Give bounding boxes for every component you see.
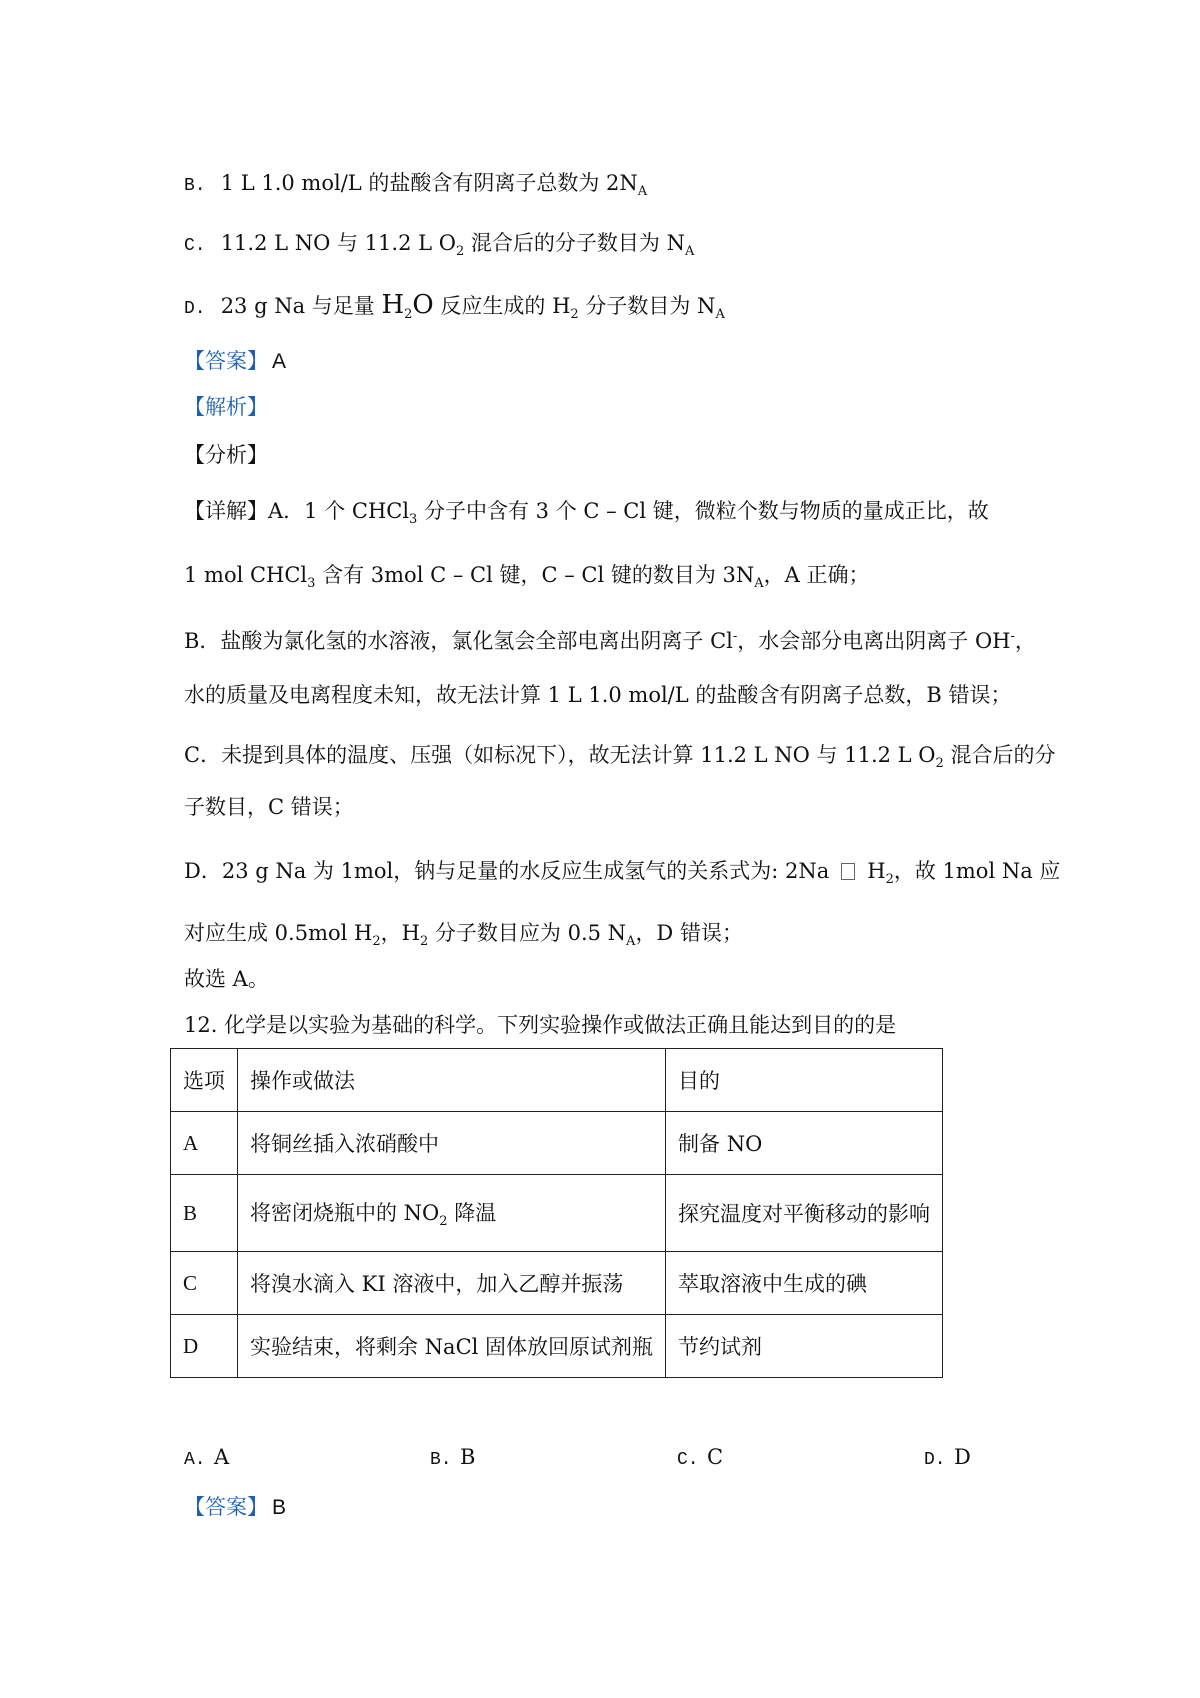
q11-option-b: [184, 168, 647, 207]
formula-h: H: [381, 290, 405, 320]
detail-text: 含有 3mol C – Cl 键，C – Cl 键的数目为 3N: [315, 563, 755, 587]
table-header-row: [171, 1049, 943, 1112]
detail-text: ，水会部分电离出阴离子 OH: [737, 629, 1011, 653]
subscript: A: [715, 307, 725, 322]
q12-choice-d: [924, 1442, 971, 1475]
cell-text: 降温: [447, 1201, 497, 1225]
q11-answer: [184, 346, 286, 377]
q11-analysis-tag: [184, 392, 268, 422]
detail-text: D．23 g Na 为 1mol，钠与足量的水反应生成氢气的关系式为: 2Na: [184, 859, 830, 883]
cell-text: 将铜丝插入浓硝酸中: [250, 1132, 439, 1156]
cell-text: 将溴水滴入 KI 溶液中，加入乙醇并振荡: [250, 1272, 624, 1296]
choice-value: B: [460, 1445, 476, 1469]
option-letter: A.: [184, 1450, 206, 1470]
q11-option-d: [184, 290, 725, 330]
detail-text: 1 mol CHCl: [184, 563, 308, 587]
option-text-2: 反应生成的 H: [433, 294, 571, 318]
option-letter: B.: [184, 176, 206, 196]
detail-text: 混合后的分: [943, 743, 1056, 767]
detail-text: ，故 1mol Na 应: [893, 859, 1061, 883]
detail-line-1: [184, 496, 989, 535]
detail-line-8: [184, 918, 743, 957]
detail-text: C．未提到具体的温度、压强（如标况下），故无法计算 11.2 L NO 与 11.2 L O: [184, 743, 936, 767]
q12-choice-a: [184, 1442, 229, 1475]
q12-answer: [184, 1492, 286, 1523]
subscript: 2: [455, 244, 465, 259]
table-cell-goal: 节约试剂: [666, 1315, 943, 1378]
table-cell-option: D: [171, 1315, 238, 1378]
option-text: 11.2 L NO 与 11.2 L O: [220, 231, 456, 255]
detail-text: B．盐酸为氯化氢的水溶液，氯化氢会全部电离出阴离子 Cl: [184, 629, 733, 653]
fenxi-tag: 【分析】: [184, 443, 268, 467]
subscript: A: [754, 576, 764, 591]
detail-text: H: [867, 859, 886, 883]
choice-value: A: [214, 1445, 230, 1469]
table-row: [171, 1112, 943, 1175]
option-text: 23 g Na 与足量: [220, 294, 382, 318]
option-text: 1 L 1.0 mol/L 的盐酸含有阴离子总数为 2N: [220, 171, 638, 195]
detail-tag: 【详解】: [184, 499, 268, 523]
table-header: 选项: [171, 1049, 238, 1112]
detail-line-9: 故选 A。: [184, 967, 269, 991]
table-cell-operation: [238, 1112, 666, 1175]
detail-text: 对应生成 0.5mol H: [184, 921, 373, 945]
q12-choice-c: [677, 1442, 723, 1475]
detail-text: 分子数目应为 0.5 N: [428, 921, 627, 945]
q12-table: [170, 1048, 943, 1378]
table-header: 目的: [666, 1049, 943, 1112]
subscript: 3: [409, 512, 418, 527]
option-text-2: 混合后的分子数目为 N: [464, 231, 685, 255]
answer-value: B: [272, 1496, 287, 1519]
q11-fenxi-tag: [184, 440, 268, 470]
table-row: [171, 1175, 943, 1252]
formula-o: O: [412, 290, 434, 320]
option-letter: B.: [430, 1450, 452, 1470]
detail-text: ，H: [380, 921, 420, 945]
superscript: -: [1010, 629, 1015, 644]
option-letter: C.: [184, 236, 206, 256]
detail-text: ，D 错误；: [635, 921, 743, 945]
option-text-3: 分子数目为 N: [578, 294, 716, 318]
answer-tag: 【答案】: [184, 349, 268, 373]
detail-line-7: [184, 856, 1060, 895]
detail-text: ，: [1014, 629, 1036, 653]
detail-text: ，A 正确；: [763, 563, 870, 587]
q11-option-c: [184, 228, 694, 267]
table-row: [171, 1252, 943, 1315]
answer-value: A: [272, 350, 287, 373]
detail-line-4: 水的质量及电离程度未知，故无法计算 1 L 1.0 mol/L 的盐酸含有阴离子总数，B 错误；: [184, 683, 1012, 707]
subscript: 2: [439, 1214, 448, 1229]
choice-value: D: [954, 1445, 971, 1469]
subscript: 3: [307, 576, 316, 591]
cell-text: 将密闭烧瓶中的 NO: [250, 1201, 440, 1225]
table-cell-goal: 萃取溶液中生成的碘: [666, 1252, 943, 1315]
superscript: -: [732, 629, 738, 644]
subscript: 2: [404, 307, 413, 322]
detail-line-6: 子数目，C 错误；: [184, 795, 354, 819]
option-letter: C.: [677, 1450, 699, 1470]
choice-value: C: [707, 1445, 724, 1469]
subscript: A: [626, 934, 636, 949]
table-cell-option: A: [171, 1112, 238, 1175]
subscript: 2: [372, 934, 381, 949]
placeholder-glyph-icon: [841, 863, 855, 880]
detail-line-3: [184, 622, 1036, 656]
detail-text: A．1 个 CHCl: [268, 499, 410, 523]
table-cell-option: C: [171, 1252, 238, 1315]
detail-line-2: [184, 560, 870, 599]
table-cell-option: B: [171, 1175, 238, 1252]
subscript: 2: [885, 872, 894, 887]
table-cell-operation: [238, 1315, 666, 1378]
option-letter: D.: [924, 1450, 946, 1470]
table-cell-goal: 探究温度对平衡移动的影响: [666, 1175, 943, 1252]
q12-choice-b: [430, 1442, 475, 1475]
table-cell-operation: [238, 1175, 666, 1252]
subscript: A: [637, 184, 648, 199]
answer-tag: 【答案】: [184, 1495, 268, 1519]
subscript: 2: [570, 307, 579, 322]
q12-stem: 12. 化学是以实验为基础的科学。下列实验操作或做法正确且能达到目的的是: [184, 1013, 897, 1037]
cell-text: 实验结束，将剩余 NaCl 固体放回原试剂瓶: [250, 1335, 654, 1359]
table-header: 操作或做法: [238, 1049, 666, 1112]
table-cell-operation: [238, 1252, 666, 1315]
subscript: A: [684, 244, 695, 259]
subscript: 2: [419, 934, 429, 949]
table-row: [171, 1315, 943, 1378]
option-letter: D.: [184, 299, 206, 319]
detail-text: 分子中含有 3 个 C – Cl 键，微粒个数与物质的量成正比，故: [417, 499, 989, 523]
analysis-tag: 【解析】: [184, 395, 268, 419]
subscript: 2: [935, 756, 944, 771]
detail-line-5: [184, 740, 1055, 779]
table-cell-goal: 制备 NO: [666, 1112, 943, 1175]
